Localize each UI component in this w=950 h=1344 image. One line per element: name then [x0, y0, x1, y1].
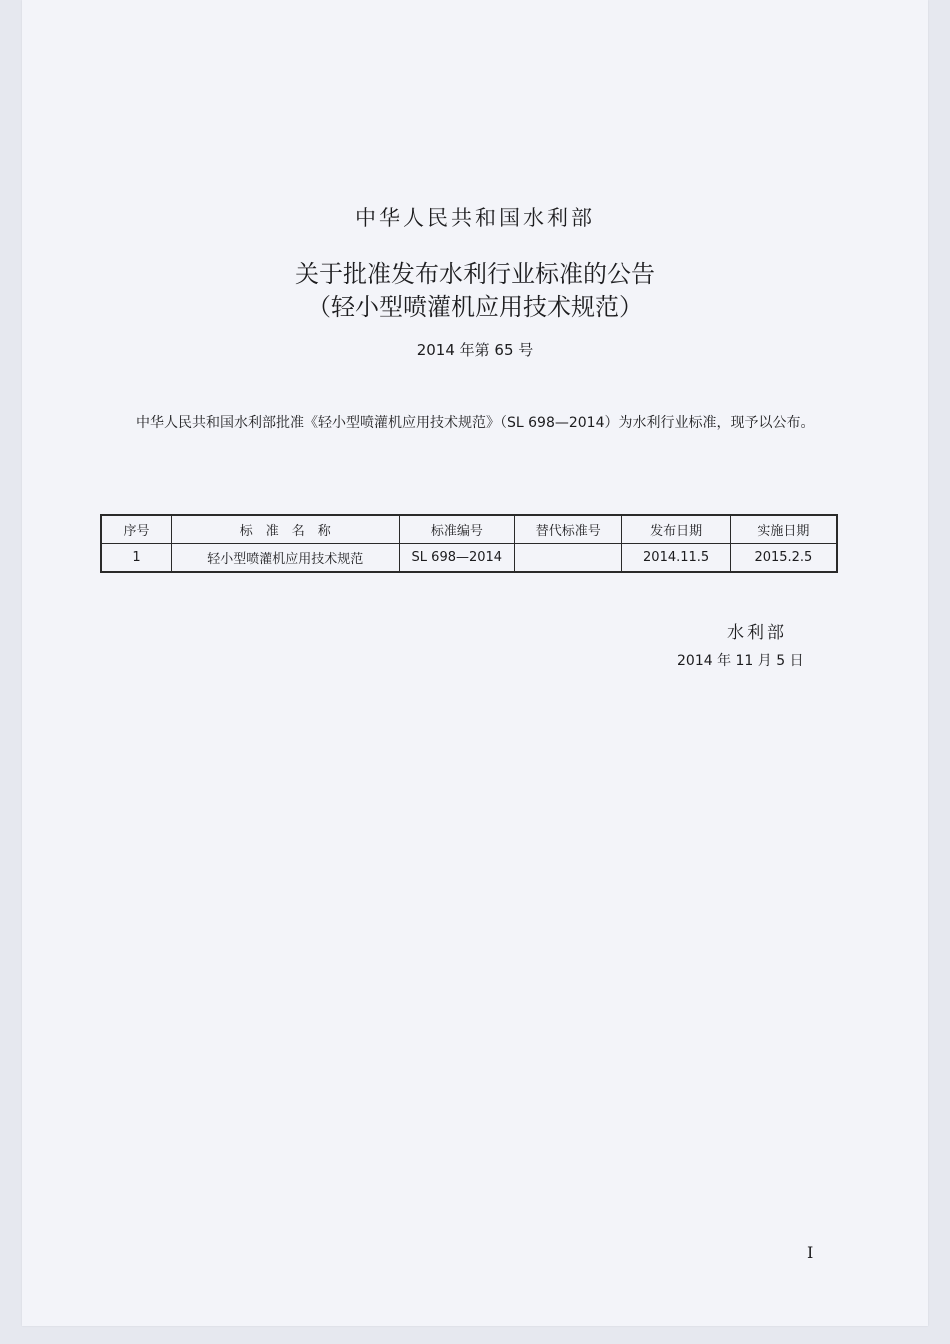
header-release-date: 发布日期	[622, 515, 730, 544]
signature-org: 水利部	[727, 623, 787, 643]
table-header-row	[101, 515, 837, 544]
header-serial: 序号	[101, 515, 172, 544]
cell-standard-code: SL 698—2014	[399, 544, 515, 573]
page-number: I	[807, 1243, 814, 1262]
cell-effective-date: 2015.2.5	[730, 544, 837, 573]
header-effective-date: 实施日期	[730, 515, 837, 544]
document-page	[22, 0, 928, 1326]
header-replaced-code: 替代标准号	[515, 515, 622, 544]
cell-replaced-code	[515, 544, 622, 573]
standards-table	[100, 514, 838, 573]
issuing-ministry: 中华人民共和国水利部	[355, 206, 595, 230]
header-standard-code: 标准编号	[399, 515, 515, 544]
cell-standard-name: 轻小型喷灌机应用技术规范	[172, 544, 400, 573]
announcement-body: 中华人民共和国水利部批准《轻小型喷灌机应用技术规范》（SL 698—2014）为水利行业标准，现予以公布。	[136, 415, 815, 431]
header-standard-name: 标 准 名 称	[172, 515, 400, 544]
announcement-number: 2014 年第 65 号	[416, 341, 534, 359]
signature-date: 2014 年 11 月 5 日	[677, 653, 804, 669]
table-row	[101, 544, 837, 573]
announcement-subtitle: （轻小型喷灌机应用技术规范）	[307, 293, 643, 321]
cell-serial: 1	[101, 544, 172, 573]
cell-release-date: 2014.11.5	[622, 544, 730, 573]
announcement-title: 关于批准发布水利行业标准的公告	[295, 260, 655, 288]
